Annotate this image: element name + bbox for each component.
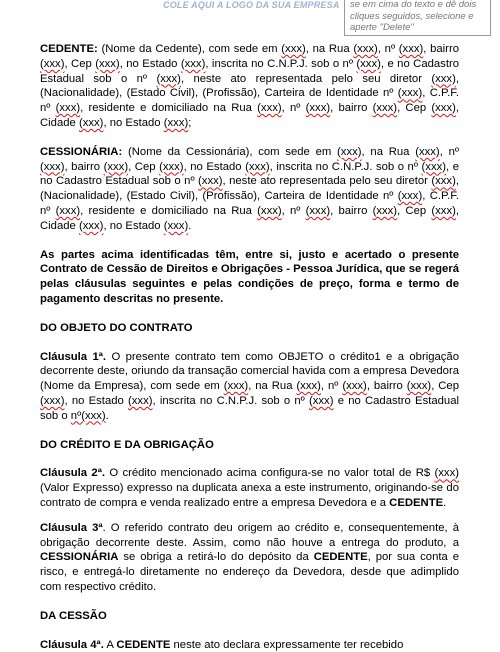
placeholder-field: (xxx) — [431, 205, 455, 217]
cedente-ref: CEDENTE — [389, 497, 443, 509]
section-heading-cessao: DA CESSÃO — [40, 609, 459, 624]
text: , neste ato representada pelo seu diretor — [181, 73, 431, 85]
placeholder-field: (xxx) — [156, 73, 180, 85]
text: , C.P.F. nº — [40, 190, 459, 217]
text: , no Estado — [120, 58, 181, 70]
text: , no Estado — [184, 161, 246, 173]
text: , bairro — [64, 161, 103, 173]
text: . O referido contrato deu origem ao crédito e, consequentemente, à obrigação decorrente deste. Assim, como não houve a entrega do produto, a — [40, 522, 459, 549]
placeholder-field: (xxx) — [296, 380, 320, 392]
placeholder-field: (xxx) — [337, 146, 361, 158]
contract-document — [40, 42, 459, 652]
text: , na Rua — [362, 146, 416, 158]
clausula-label: Cláusula 3ª — [40, 522, 103, 534]
logo-placeholder: COLE AQUI A LOGO DA SUA EMPRESA — [163, 0, 340, 10]
text: , Cep — [397, 205, 431, 217]
text: , no Estado — [103, 117, 163, 129]
text: , (Nacionalidade), (Estado Civil), (Profissão), Carteira de Identidade nº — [40, 175, 459, 202]
placeholder-field: (xxx) — [95, 58, 119, 70]
placeholder-field: (xxx) — [198, 175, 222, 187]
placeholder-field: (xxx) — [431, 175, 455, 187]
text: , nº — [282, 205, 306, 217]
agreement-paragraph: As partes acima identificadas têm, entre si, justo e acertado o presente Contrato de Cessão de Direitos e Obrigações - Pessoa Jurídica, que se regerá pelas cláusulas seguintes e pelas condições de preço, forma e termo de pagamento descritas no presente. — [40, 248, 459, 307]
placeholder-field: (xxx) — [164, 220, 188, 232]
placeholder-field: (xxx) — [342, 380, 366, 392]
text: , bairro — [423, 43, 459, 55]
placeholder-field: (xxx) — [40, 161, 64, 173]
text: , Cep — [431, 380, 459, 392]
placeholder-field: (xxx) — [431, 102, 455, 114]
text: , e no Cadastro Estadual sob o nº — [40, 161, 459, 188]
clausula-3 — [40, 521, 459, 595]
text: O presente contrato tem como OBJETO o crédito1 e a obrigação decorrente deste, oriundo da transação comercial havida com a empresa Devedora (Nome da Empresa), com sede em — [40, 351, 459, 393]
text: , bairro — [367, 380, 407, 392]
placeholder-field: (xxx) — [353, 43, 377, 55]
placeholder-field: (xxx) — [309, 395, 333, 407]
text: , nº — [321, 380, 342, 392]
placeholder-field: (xxx) — [356, 58, 380, 70]
text: . — [443, 497, 446, 509]
clausula-label: Cláusula 2ª. — [40, 467, 105, 479]
text: , na Rua — [306, 43, 354, 55]
text: . — [106, 410, 109, 422]
placeholder-field: (xxx) — [281, 43, 305, 55]
text: (Nome da Cessionária), com sede em — [122, 146, 337, 158]
placeholder-field: nº(xxx) — [71, 410, 106, 422]
placeholder-field: (xxx) — [56, 102, 80, 114]
placeholder-field: (xxx) — [159, 161, 183, 173]
text: , nº — [440, 146, 459, 158]
text: , inscrita no C.N.P.J. sob o nº — [153, 395, 310, 407]
placeholder-field: (xxx) — [431, 73, 455, 85]
text: , Cep — [397, 102, 431, 114]
text: , bairro — [330, 102, 372, 114]
placeholder-field: (xxx) — [40, 395, 64, 407]
placeholder-field: (xxx) — [40, 58, 64, 70]
text: , (Nacionalidade), (Estado Civil), (Profissão), Carteira de Identidade nº — [40, 73, 459, 100]
text: , no Estado — [103, 220, 163, 232]
text: , Cidade — [40, 102, 459, 129]
clausula-1 — [40, 350, 459, 424]
placeholder-field: (xxx) — [79, 220, 103, 232]
text: , e no Cadastro Estadual sob o nº — [40, 58, 459, 85]
placeholder-field: (xxx) — [399, 43, 423, 55]
text: ; — [188, 117, 191, 129]
placeholder-field: (xxx) — [224, 380, 248, 392]
text: , inscrita no C.N.P.J. sob o nº — [205, 58, 356, 70]
placeholder-field: (xxx) — [398, 190, 422, 202]
text: , residente e domiciliado na Rua — [80, 205, 257, 217]
text: (Nome da Cedente), com sede em — [98, 43, 282, 55]
text: . — [188, 220, 191, 232]
text: se obriga a retirá-lo do depósito da — [118, 551, 313, 563]
clausula-label: Cláusula 1ª. — [40, 351, 106, 363]
text: , Cep — [128, 161, 159, 173]
placeholder-field: (xxx) — [128, 395, 152, 407]
text: , nº — [378, 43, 399, 55]
text: , por sua conta e risco, e entregá-lo diretamente no endereço da Devedora, desde que adimplido com respectivo crédito. — [40, 551, 459, 593]
placeholder-field: (xxx) — [104, 161, 128, 173]
placeholder-field: (xxx) — [257, 205, 281, 217]
placeholder-field: (xxx) — [435, 467, 459, 479]
placeholder-field: (xxx) — [398, 87, 422, 99]
text: , bairro — [330, 205, 372, 217]
placeholder-field: (xxx) — [306, 205, 330, 217]
clausula-2 — [40, 466, 459, 510]
instruction-note: se em cima do texto e dê dois cliques seguidos, selecione e aperte "Delete" — [344, 0, 491, 36]
placeholder-field: (xxx) — [56, 205, 80, 217]
cedente-paragraph — [40, 42, 459, 131]
cedente-label: CEDENTE: — [40, 43, 98, 55]
text: neste ato declara expressamente ter recebido — [170, 639, 403, 651]
placeholder-field: (xxx) — [373, 102, 397, 114]
section-heading-credito: DO CRÉDITO E DA OBRIGAÇÃO — [40, 438, 459, 453]
placeholder-field: (xxx) — [407, 380, 431, 392]
cessionaria-ref: CESSIONÁRIA — [40, 551, 118, 563]
cessionaria-label: CESSIONÁRIA: — [40, 146, 122, 158]
placeholder-field: (xxx) — [181, 58, 205, 70]
placeholder-field: (xxx) — [415, 146, 439, 158]
cessionaria-paragraph — [40, 145, 459, 234]
text: , Cidade — [40, 205, 459, 232]
text: O crédito mencionado acima configura-se no valor total de R$ — [105, 467, 435, 479]
text: , neste ato representada pelo seu diretor — [223, 175, 432, 187]
placeholder-field: (xxx) — [257, 102, 281, 114]
text: e no Cadastro Estadual sob o — [40, 395, 459, 422]
placeholder-field: (xxx) — [306, 102, 330, 114]
text: , inscrita no C.N.P.J. sob o nº — [270, 161, 422, 173]
text: , residente e domiciliado na Rua — [80, 102, 257, 114]
cedente-ref: CEDENTE — [314, 551, 368, 563]
text: , nº — [282, 102, 306, 114]
cedente-ref: CEDENTE — [116, 639, 170, 651]
placeholder-field: (xxx) — [245, 161, 269, 173]
text: , no Estado — [64, 395, 128, 407]
placeholder-field: (xxx) — [79, 117, 103, 129]
placeholder-field: (xxx) — [373, 205, 397, 217]
text: A — [104, 639, 117, 651]
text: (Valor Expresso) expresso na duplicata anexa a este instrumento, originando-se do contrato de compra e venda realizado entre a empresa Devedora e a — [40, 482, 459, 509]
text: , C.P.F. nº — [40, 87, 459, 114]
clausula-label: Cláusula 4ª. — [40, 639, 104, 651]
placeholder-field: (xxx) — [164, 117, 188, 129]
clausula-4 — [40, 638, 459, 652]
section-heading-objeto: DO OBJETO DO CONTRATO — [40, 321, 459, 336]
text: , na Rua — [248, 380, 296, 392]
text: , Cep — [64, 58, 95, 70]
placeholder-field: (xxx) — [422, 161, 446, 173]
